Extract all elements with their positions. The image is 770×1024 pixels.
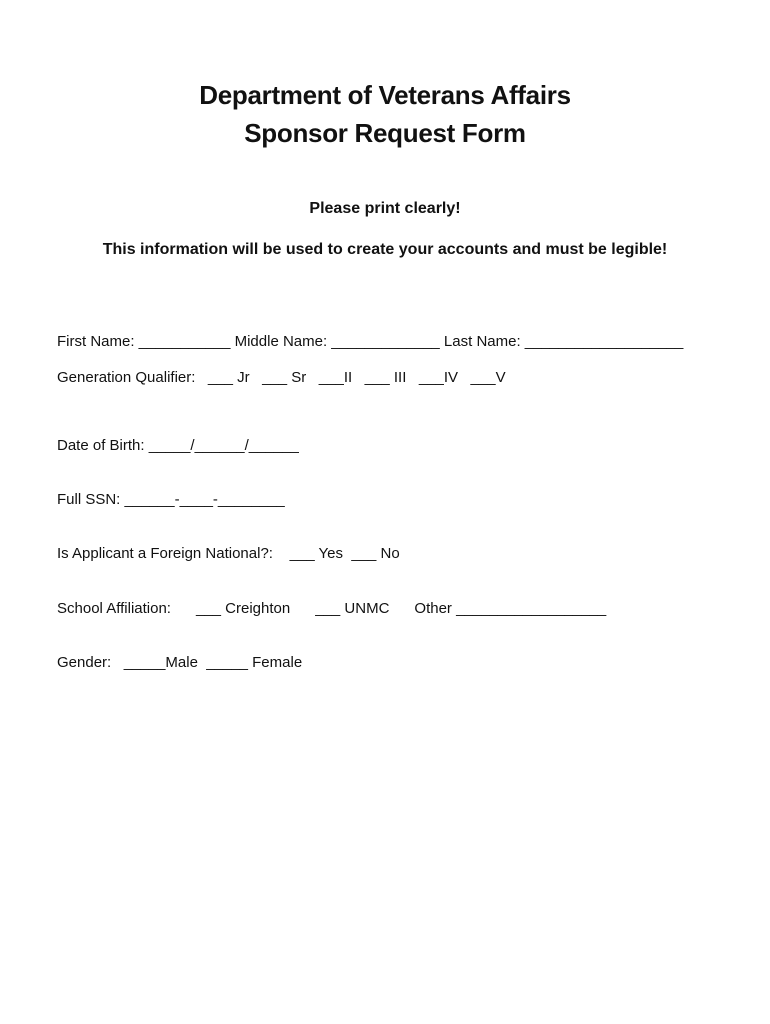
name-fields-line: First Name: ___________ Middle Name: _____________ Last Name: ___________________	[57, 333, 684, 350]
date-of-birth-line: Date of Birth: _____/______/______	[57, 437, 299, 454]
gender-line: Gender: _____Male _____ Female	[57, 654, 303, 671]
legibility-note: This information will be used to create your accounts and must be legible!	[102, 241, 668, 258]
generation-qualifier-line: Generation Qualifier: ___ Jr ___ Sr ___II ___ III ___IV ___V	[57, 369, 506, 386]
full-ssn-line: Full SSN: ______-____-________	[57, 491, 285, 508]
form-title-line1: Department of Veterans Affairs	[199, 80, 571, 110]
form-title-line2: Sponsor Request Form	[244, 118, 526, 148]
school-affiliation-line: School Affiliation: ___ Creighton ___ UNMC Other __________________	[57, 600, 607, 617]
print-clearly-note: Please print clearly!	[309, 200, 461, 217]
foreign-national-line: Is Applicant a Foreign National?: ___ Yes ___ No	[57, 545, 400, 562]
